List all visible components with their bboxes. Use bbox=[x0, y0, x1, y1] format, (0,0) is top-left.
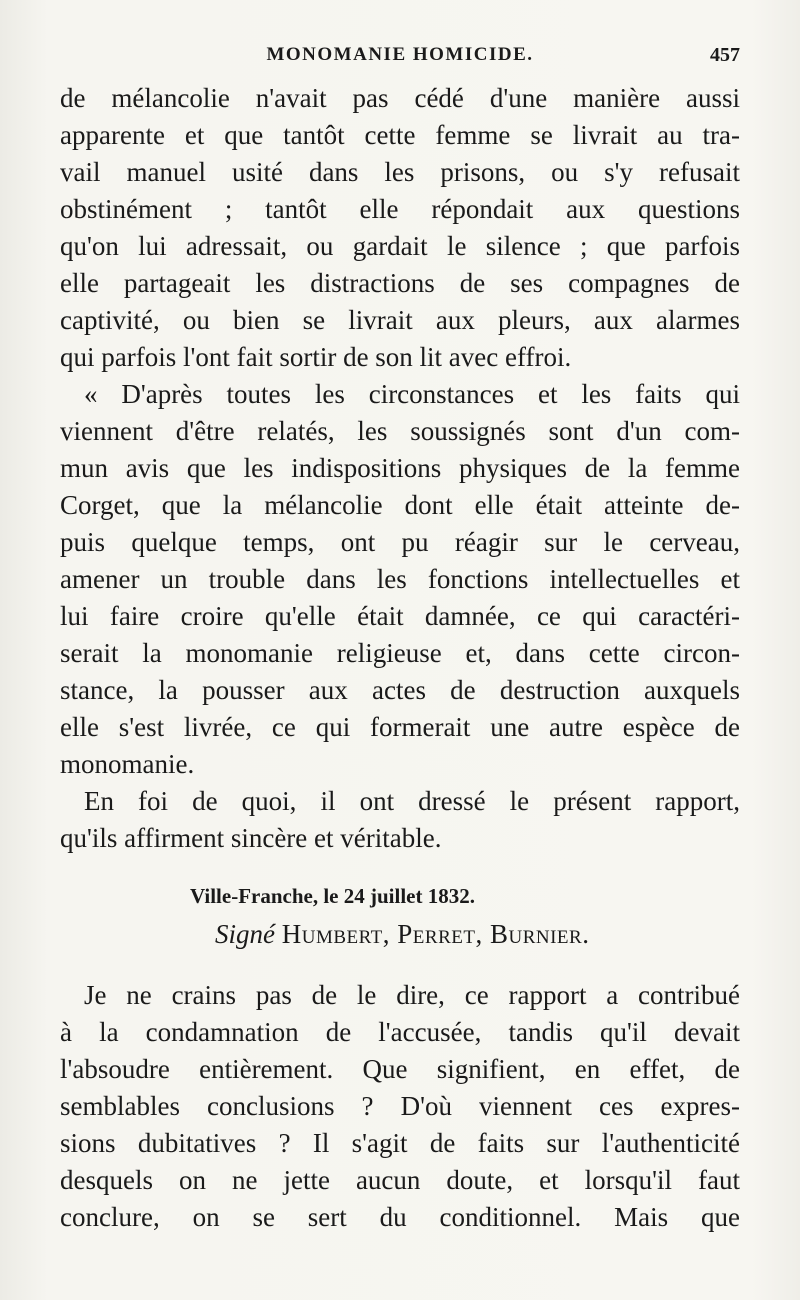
signature-names: Humbert, Perret, Burnier. bbox=[281, 919, 590, 949]
text-line: stance, la pousser aux actes de destruction auxquels bbox=[60, 675, 740, 705]
text-line: elle partageait les distractions de ses compagnes de bbox=[60, 268, 740, 298]
text-line: qu'ils affirment sincère et véritable. bbox=[60, 823, 442, 853]
text-line: « D'après toutes les circonstances et les faits qui bbox=[84, 379, 740, 409]
running-head: MONOMANIE HOMICIDE. bbox=[266, 44, 534, 65]
text-line: semblables conclusions ? D'où viennent ces expres- bbox=[60, 1091, 740, 1121]
text-line: mun avis que les indispositions physiques de la femme bbox=[60, 453, 740, 483]
signature-signe: Signé bbox=[215, 919, 275, 949]
text-line: l'absoudre entièrement. Que signifient, en effet, de bbox=[60, 1054, 740, 1084]
text-line: à la condamnation de l'accusée, tandis qu'il devait bbox=[60, 1017, 740, 1047]
text-line: puis quelque temps, ont pu réagir sur le cerveau, bbox=[60, 527, 740, 557]
signature-line bbox=[60, 913, 740, 955]
text-line: sions dubitatives ? Il s'agit de faits sur l'authenticité bbox=[60, 1128, 740, 1158]
text-line: desquels on ne jette aucun doute, et lorsqu'il faut bbox=[60, 1165, 740, 1195]
text-line: captivité, ou bien se livrait aux pleurs, aux alarmes bbox=[60, 305, 740, 335]
text-line: vail manuel usité dans les prisons, ou s'y refusait bbox=[60, 157, 740, 187]
text-line: obstinément ; tantôt elle répondait aux questions bbox=[60, 194, 740, 224]
text-line: Corget, que la mélancolie dont elle était atteinte de- bbox=[60, 490, 740, 520]
spacer bbox=[60, 955, 740, 977]
text-line: conclure, on se sert du conditionnel. Mais que bbox=[60, 1202, 740, 1232]
page-header bbox=[60, 44, 740, 74]
text-line: apparente et que tantôt cette femme se livrait au tra- bbox=[60, 120, 740, 150]
text-line: de mélancolie n'avait pas cédé d'une manière aussi bbox=[60, 83, 740, 113]
text-line: Je ne crains pas de le dire, ce rapport a contribué bbox=[84, 980, 740, 1010]
page-number: 457 bbox=[710, 44, 740, 66]
date-line: Ville-Franche, le 24 juillet 1832. bbox=[190, 884, 475, 908]
text-line: En foi de quoi, il ont dressé le présent rapport, bbox=[84, 786, 740, 816]
text-line: elle s'est livrée, ce qui formerait une autre espèce de bbox=[60, 712, 740, 742]
text-line: amener un trouble dans les fonctions intellectuelles et bbox=[60, 564, 740, 594]
text-line: qu'on lui adressait, ou gardait le silence ; que parfois bbox=[60, 231, 740, 261]
text-line: lui faire croire qu'elle était damnée, ce qui caractéri- bbox=[60, 601, 740, 631]
text-line: viennent d'être relatés, les soussignés sont d'un com- bbox=[60, 416, 740, 446]
text-line: serait la monomanie religieuse et, dans cette circon- bbox=[60, 638, 740, 668]
text-line: qui parfois l'ont fait sortir de son lit avec effroi. bbox=[60, 342, 572, 372]
page-body bbox=[60, 80, 740, 1236]
text-line: monomanie. bbox=[60, 749, 195, 779]
spacer bbox=[60, 857, 740, 879]
